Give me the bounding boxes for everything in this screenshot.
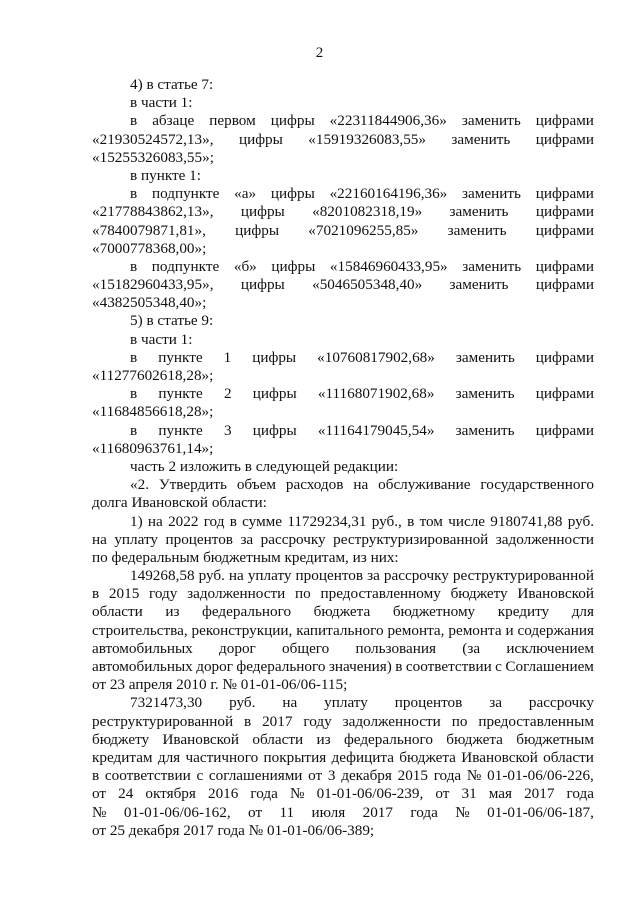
- word: октября: [145, 785, 196, 803]
- word: процентов: [295, 567, 364, 585]
- word: цифры: [270, 112, 315, 130]
- word: цифры: [252, 421, 297, 439]
- word: 01-01-06/06-226,: [487, 767, 594, 785]
- word: на: [92, 530, 107, 548]
- word: (за: [462, 639, 481, 657]
- word: бюджетным: [516, 730, 594, 748]
- word: подпункте: [151, 185, 220, 203]
- word: на: [228, 567, 244, 585]
- word: цифрами: [535, 112, 594, 130]
- word: заменить: [455, 385, 515, 403]
- word: «11164179045,54»: [317, 421, 435, 439]
- word: области: [543, 748, 594, 766]
- word: по: [451, 712, 468, 730]
- word: «21930524572,13»,: [92, 130, 214, 148]
- page-number: 2: [315, 45, 324, 61]
- text-line: часть 2 изложить в следующей редакции:: [130, 457, 399, 475]
- word: «22311844906,36»: [329, 112, 447, 130]
- word: Утвердить: [158, 476, 227, 494]
- word: 2015: [397, 767, 428, 785]
- text-line: [92, 258, 594, 276]
- text-line: [92, 513, 594, 531]
- text-line: «7000778368,00»;: [92, 239, 207, 257]
- word: «б»: [233, 257, 257, 275]
- word: заменить: [461, 112, 521, 130]
- word: бюджета: [399, 748, 456, 766]
- word: 2022: [168, 512, 199, 530]
- word: бюджету: [450, 585, 508, 603]
- word: автомобильных: [92, 658, 193, 675]
- word: цифрами: [535, 130, 594, 148]
- word: заменить: [455, 421, 515, 439]
- word: из: [165, 603, 180, 621]
- word: соглашениями: [208, 767, 303, 785]
- word: цифры: [252, 348, 297, 366]
- text-line: [92, 640, 594, 658]
- word: кредитам: [92, 748, 153, 766]
- word: цифрами: [535, 221, 594, 239]
- word: «15919326083,55»: [308, 130, 426, 148]
- word: 2017: [262, 712, 293, 730]
- text-line: «11684856618,28»;: [92, 403, 214, 421]
- word: Ивановской: [461, 748, 538, 766]
- word: автомобильных: [92, 639, 193, 657]
- word: бюджета: [313, 603, 371, 621]
- word: заменить: [462, 257, 522, 275]
- word: в: [395, 658, 403, 675]
- word: том: [419, 512, 443, 530]
- word: цифры: [252, 385, 297, 403]
- word: года: [410, 803, 438, 821]
- text-line: [92, 112, 594, 130]
- word: бюджету: [92, 730, 150, 748]
- text-line: [92, 694, 594, 712]
- word: пункте: [158, 421, 203, 439]
- word: цифрами: [535, 257, 594, 275]
- word: и: [505, 621, 514, 639]
- word: предоставленному: [320, 585, 441, 603]
- text-line: [92, 658, 594, 676]
- word: руб.: [567, 512, 594, 530]
- word: 01-01-06/06-162,: [123, 803, 231, 821]
- text-line: по федеральным бюджетным кредитам, из них:: [92, 548, 399, 566]
- word: реструктурированной: [452, 567, 594, 585]
- word: «21778843862,13»,: [92, 203, 214, 221]
- text-line: [92, 785, 594, 803]
- word: значения): [328, 658, 392, 675]
- word: сумме: [242, 512, 283, 530]
- word: в: [407, 512, 415, 530]
- word: реструктуризированной: [333, 530, 489, 548]
- word: кредиту: [497, 603, 550, 621]
- text-line: [92, 585, 594, 603]
- word: руб.: [198, 567, 225, 585]
- word: за: [240, 530, 254, 548]
- text-line: [92, 203, 594, 221]
- word: 3: [223, 421, 232, 439]
- word: пункте: [158, 385, 203, 403]
- word: рассрочку: [260, 530, 326, 548]
- text-line: [92, 603, 594, 621]
- word: 11: [279, 803, 295, 821]
- word: Соглашением: [505, 658, 594, 675]
- text-line: [92, 476, 594, 494]
- text-line: [92, 731, 594, 749]
- word: подпункте: [151, 257, 220, 275]
- word: цифры: [238, 130, 283, 148]
- word: числе: [448, 512, 486, 530]
- word: №: [466, 767, 482, 785]
- text-line: [92, 422, 594, 440]
- text-line: [92, 131, 594, 149]
- word: в: [130, 185, 138, 203]
- word: соответствии: [405, 658, 492, 675]
- word: заменить: [455, 348, 515, 366]
- word: в: [92, 585, 100, 603]
- word: 1): [130, 512, 143, 530]
- text-line: [92, 749, 594, 767]
- word: обслуживание: [378, 476, 471, 494]
- word: 2: [223, 385, 232, 403]
- text-line: «11277602618,28»;: [92, 367, 214, 384]
- word: «15846960433,95»: [329, 257, 448, 275]
- word: Ивановской: [517, 585, 594, 603]
- word: реконструкции,: [191, 621, 293, 639]
- word: 2016: [207, 785, 239, 803]
- word: в: [92, 767, 100, 785]
- word: расходов: [285, 476, 344, 494]
- word: «а»: [234, 185, 257, 203]
- word: из: [316, 730, 331, 748]
- word: 9180741,88: [490, 512, 563, 530]
- word: заменить: [451, 130, 511, 148]
- word: бюджета: [446, 730, 503, 748]
- text-line: 5) в статье 9:: [130, 312, 214, 330]
- word: федерального: [202, 603, 292, 621]
- word: «22160164196,36»: [329, 185, 448, 203]
- word: реструктурированной: [92, 712, 234, 730]
- word: процентов: [394, 694, 463, 712]
- text-line: «15255326083,55»;: [92, 148, 214, 166]
- word: объем: [236, 476, 276, 494]
- word: задолженности: [495, 530, 594, 548]
- word: «2.: [130, 476, 149, 494]
- word: №: [92, 803, 107, 821]
- word: цифры: [240, 203, 285, 221]
- word: заменить: [447, 221, 507, 239]
- word: общего: [282, 639, 330, 657]
- document-body: [92, 76, 594, 840]
- text-line: «4382505348,40»;: [92, 294, 207, 312]
- word: в: [229, 512, 237, 530]
- word: от: [92, 785, 107, 803]
- word: цифры: [235, 221, 280, 239]
- word: «15182960433,95»,: [92, 276, 214, 294]
- word: пункте: [158, 348, 203, 366]
- word: от: [248, 803, 263, 821]
- word: цифры: [271, 257, 316, 275]
- word: 01-01-06/06-187,: [487, 803, 594, 821]
- word: 31: [461, 785, 477, 803]
- word: на: [282, 694, 298, 712]
- word: уплату: [114, 530, 159, 548]
- word: первом: [209, 112, 256, 130]
- word: заменить: [449, 203, 509, 221]
- word: руб.: [229, 694, 256, 712]
- text-line: в части 1:: [130, 330, 193, 348]
- word: ремонта: [448, 621, 502, 639]
- text-line: долга Ивановской области:: [92, 494, 267, 512]
- word: абзаце: [152, 112, 195, 130]
- word: рассрочку: [383, 567, 449, 585]
- word: цифрами: [535, 385, 594, 403]
- word: цифрами: [535, 276, 594, 294]
- word: заменить: [449, 276, 509, 294]
- text-line: [92, 222, 594, 240]
- word: на: [147, 512, 163, 530]
- text-line: от 23 апреля 2010 г. № 01-01-06/06-115;: [92, 676, 348, 694]
- word: федерального: [236, 658, 326, 675]
- word: дорог: [219, 639, 256, 657]
- word: области: [252, 730, 304, 748]
- text-line: [92, 713, 594, 731]
- word: от: [308, 767, 323, 785]
- word: задолженности: [187, 585, 286, 603]
- word: «7021096255,85»: [308, 221, 419, 239]
- text-line: в части 1:: [130, 94, 193, 112]
- word: цифры: [240, 276, 285, 294]
- word: дорог: [196, 658, 233, 675]
- word: 1: [223, 348, 232, 366]
- word: 11729234,31: [287, 512, 367, 530]
- word: год: [203, 512, 225, 530]
- word: «7840079871,81»,: [92, 221, 206, 239]
- word: уплату: [324, 694, 368, 712]
- text-line: от 25 декабря 2017 года № 01-01-06/06-389;: [92, 821, 375, 839]
- word: для: [157, 748, 181, 766]
- word: от: [435, 785, 450, 803]
- word: 01-01-06/06-239,: [316, 785, 424, 803]
- text-line: [92, 349, 594, 367]
- text-line: [92, 185, 594, 203]
- word: Ивановской: [162, 730, 239, 748]
- word: бюджетному: [392, 603, 476, 621]
- word: июля: [311, 803, 346, 821]
- word: в: [130, 421, 138, 439]
- word: цифрами: [535, 203, 594, 221]
- word: «11168071902,68»: [317, 385, 435, 403]
- word: в: [243, 712, 252, 730]
- word: году: [303, 712, 332, 730]
- word: в: [130, 385, 138, 403]
- text-line: «11680963761,14»;: [92, 439, 214, 457]
- word: №: [289, 785, 305, 803]
- word: в: [130, 348, 138, 366]
- word: за: [489, 694, 502, 712]
- word: дефицита: [331, 748, 394, 766]
- text-line: в пункте 1:: [130, 166, 201, 184]
- word: цифрами: [535, 348, 594, 366]
- word: ремонта,: [387, 621, 445, 639]
- word: пользования: [355, 639, 436, 657]
- text-line: [92, 804, 594, 822]
- word: уплату: [247, 567, 292, 585]
- word: цифры: [270, 185, 315, 203]
- word: 3: [327, 767, 336, 785]
- word: на: [353, 476, 369, 494]
- word: 7321473,30: [130, 694, 203, 712]
- word: мая: [488, 785, 512, 803]
- word: 24: [118, 785, 134, 803]
- word: процентов: [165, 530, 233, 548]
- word: «10760817902,68»: [317, 348, 435, 366]
- word: капитального: [296, 621, 384, 639]
- word: в: [130, 112, 138, 130]
- word: рассрочку: [528, 694, 594, 712]
- word: за: [367, 567, 380, 585]
- word: с: [495, 658, 502, 675]
- word: федерального: [343, 730, 433, 748]
- text-line: 4) в статье 7:: [130, 76, 214, 93]
- text-line: [92, 622, 594, 640]
- word: для: [571, 603, 594, 621]
- word: государственного: [480, 476, 594, 494]
- word: задолженности: [342, 712, 441, 730]
- word: исключением: [506, 639, 594, 657]
- text-line: [92, 767, 594, 785]
- word: с: [196, 767, 204, 785]
- word: «8201082318,19»: [312, 203, 423, 221]
- text-line: [92, 567, 594, 585]
- word: покрытия: [263, 748, 327, 766]
- word: 149268,58: [130, 567, 195, 585]
- word: года: [433, 767, 462, 785]
- text-line: [92, 385, 594, 403]
- word: года: [566, 785, 594, 803]
- word: году: [149, 585, 178, 603]
- word: соответствии: [104, 767, 191, 785]
- text-line: [92, 531, 594, 549]
- word: года: [250, 785, 278, 803]
- word: цифрами: [535, 421, 594, 439]
- word: области: [92, 603, 143, 621]
- word: №: [455, 803, 470, 821]
- word: 2017: [524, 785, 555, 803]
- word: предоставленным: [478, 712, 594, 730]
- text-line: [92, 276, 594, 294]
- word: заменить: [462, 185, 521, 203]
- word: в: [130, 257, 138, 275]
- word: руб.,: [371, 512, 402, 530]
- word: строительства,: [92, 621, 188, 639]
- word: содержания: [517, 621, 594, 639]
- word: «5046505348,40»: [312, 276, 423, 294]
- word: 2017: [362, 803, 393, 821]
- word: частичного: [185, 748, 259, 766]
- word: декабря: [341, 767, 392, 785]
- word: 2015: [108, 585, 140, 603]
- word: цифрами: [535, 185, 594, 203]
- word: по: [295, 585, 311, 603]
